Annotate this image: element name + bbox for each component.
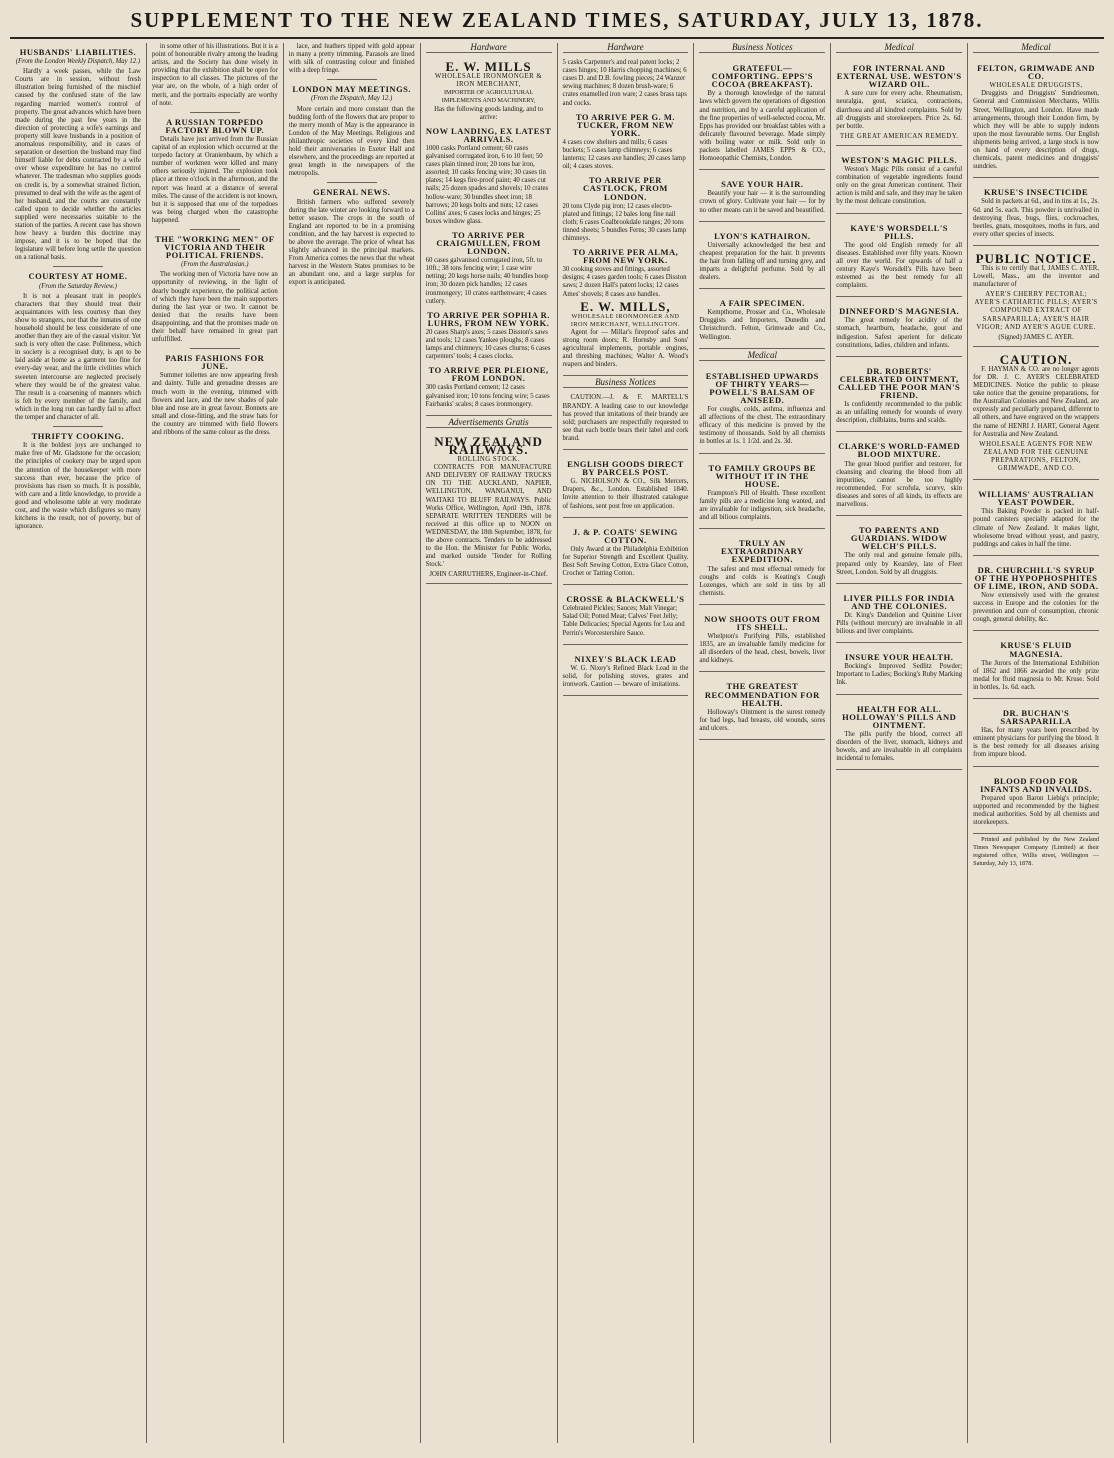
article-body: Details have just arrived from the Russian capital of an explosion which occurred at the torpedo factory at Oranienbaum, by which a number of workmen were killed and many others seriously injured. The explosion took place at three o'clock in the afternoon, and the report was heard at a distance of several miles. The cause of the accident is not known, but it is supposed that one of the torpedoes was being charged when the catastrophe happened. [151,135,278,224]
advertisement [836,645,962,694]
ad-heading: DINNEFORD'S MAGNESIA. [839,306,960,317]
ad-body: Beautify your hair — it is the surrounding crown of glory. Cultivate your hair — for by no other means can it be saved and beautified. [699,190,826,214]
article-body: The working men of Victoria have now an opportunity of reviewing, in the light of dearly bought experience, the political action of which they have been the main supporters during the last year or two. It cannot be denied that the results have been disappointing, and that the promises made on their behalf have remained in great part unfulfilled. [151,271,278,344]
ad-body: Druggists and Druggists' Sundriesmen, General and Commission Merchants, Willis Street, Wellington, and London. Have made arrangements, through their London firm, by which they will be able to supply indents upon the most favourable terms. Our English shipments being arrived, a large stock is now on hand of every description of drugs, chemicals, patent medicines and druggists' sundries. [973,90,1099,171]
article-title: THE "WORKING MEN" OF VICTORIA AND THEIR POLITICAL FRIENDS. [155,233,275,261]
ad-heading: TO ARRIVE PER G. M. TUCKER, FROM NEW YORK. [575,111,675,138]
ad-heading: TRULY AN EXTRAORDINARY EXPEDITION. [720,538,804,565]
ad-heading: GRATEFUL—COMFORTING. EPPS'S COCOA (BREAKFAST). [711,63,814,90]
ad-heading: SAVE YOUR HAIR. [721,179,804,190]
advertisement [699,531,825,605]
ad-heading: TO ARRIVE PER PLEIONE, FROM LONDON. [428,365,549,384]
article-body: Summer toilettes are now appearing fresh and dainty. Tulle and grenadine dresses are much worn in the evening, trimmed with flowers and lace, and the new shades of pale blue and rose are in great favour. Bonnets are small and close-fitting, and the straw hats for the country are trimmed with field flowers and ribbons of the same colour as the dress. [151,372,278,437]
advertisement [699,456,825,530]
advertisement [836,56,962,146]
article-body: More certain and more constant than the budding forth of the flowers that are proper to the merry month of May is the appearance in London of the May Meetings. Religious and philanthropic societies of every kind then hold their anniversaries in Exeter Hall and elsewhere, and the proceedings are reported at great length in the newspapers of the metropolis. [288,105,415,178]
article-source: (From the Dispatch, May 12.) [311,95,393,103]
ad-body: This Baking Powder is packed in half-pound canisters specially adapted for the climate of New Zealand. It makes light, wholesome bread without yeast, and pastry, puddings and cakes in half the time. [973,508,1099,548]
advertisement [836,299,962,356]
ad-body: Frampton's Pill of Health. These excellent family pills are a medicine long wanted, and are invaluable for indigestion, sick headache, and all bilious complaints. [699,489,826,522]
ad-body: Is confidently recommended to the public as an unfailing remedy for wounds of every description, chilblains, burns and scalds. [836,401,963,425]
article-source: (From the London Weekly Dispatch, May 12.) [15,58,141,66]
divider [327,79,377,80]
ad-subtitle: WHOLESALE IRONMONGER AND IRON MERCHANT, WELLINGTON. [570,312,681,328]
ad-list: 4 cases cow shelters and mills; 6 cases buckets; 5 cases lamp chimneys; 6 cases lanterns; 12 cases axe handles; 20 cases lamp oil; 4 cases stoves. [562,138,686,171]
advertisement [699,172,825,221]
ad-subtitle: WHOLESALE DRUGGISTS, [989,82,1083,90]
imprint: Printed and published by the New Zealand Times Newspaper Company (Limited) at their registered office, Willis street, Wellington — Saturday, July 13, 1878. [973,836,1099,868]
ad-body: Kempthorne, Prosser and Co., Wholesale Druggists and Importers, Dunedin and Christchurch. Felton, Grimwade and Co., Wellington. [699,309,826,341]
ad-heading: ENGLISH GOODS DIRECT BY PARCELS POST. [567,459,684,478]
ad-heading: LYON'S KATHAIRON. [714,230,811,241]
ad-heading: NOW SHOOTS OUT FROM ITS SHELL. [704,613,821,632]
column-1 [10,43,147,1443]
ad-heading: CROSSE & BLACKWELL'S [566,594,685,605]
article-body: British farmers who suffered severely during the late winter are looking forward to a better season. The crops in the south of England are reported to be in a promising condition, and the hay harvest is expected to be above the average. The price of wheat has slightly advanced in the principal markets. From America comes the news that the wheat harvest in the Western States promises to be an abundant one, and a large surplus for export is anticipated. [288,198,415,287]
article-body: in some other of his illustrations. But it is a point of honourable rivalry among the leading artists, and the Society has done wisely in providing that the exhibition shall be open for inspection to all classes. The pictures of the year are, on the whole, of a high order of merit, and the portraits especially are worthy of note. [151,43,278,107]
ad-body: Now extensively used with the greatest success in Europe and the colonies for the prevention and cure of consumption, chronic cough, general debility, &c. [973,592,1099,624]
ad-heading: WILLIAMS' AUSTRALIAN YEAST POWDER. [978,489,1094,508]
ad-list: 20 cases Sharp's axes; 5 cases Disston's saws and tools; 12 cases Yankee ploughs; 8 cases lamps and chimneys; 10 cases churns; 6 cases carpenters' tools; 4 cases clocks. [425,328,551,361]
section-header: Medical [699,351,825,361]
ad-body: Whelpton's Purifying Pills, established 1835, are an invaluable family medicine for all disorders of the head, chest, bowels, liver and kidneys. [699,633,826,665]
advertisement [973,56,1099,178]
ad-heading: ESTABLISHED UPWARDS OF THIRTY YEARS—POWELL'S BALSAM OF ANISEED. [705,370,819,405]
article-body: It is not a pleasant trait in people's characters that they should treat their acquaintances with less courtesy than they show to strangers, nor that the inmates of one household should be less considerate of one another than they are of the casual visitor. Yet such is very often the case. Politeness, which in society is a recognised duty, is apt to be laid aside at home as a garment too fine for every-day wear, and the little civilities which sweeten intercourse are neglected precisely where they would be of the greatest value. The result is a coarsening of manners which is felt by every member of the family, and which in the long run can hardly fail to affect the temper and character of all. [15,292,141,422]
ad-body: For coughs, colds, asthma, influenza and all affections of the chest. The extraordinary efficacy of this medicine is proved by the testimony of thousands. Sold by all chemists in bottles at 1s. 1 1/2d. and 2s. 3d. [699,406,826,446]
columns [10,43,1104,1443]
article-title: HUSBANDS' LIABILITIES. [19,47,137,57]
ad-heading: A FAIR SPECIMEN. [719,298,805,309]
ad-body: The great remedy for acidity of the stomach, heartburn, headache, gout and indigestion. Safest aperient for delicate constitutions, ladies, children and infants. [836,317,963,349]
ad-body: CAUTION.—J. & F. MARTELL'S BRANDY. A leading case to our knowledge has proved that imitations of their brandy are sold; purchasers are respectfully requested to see that each bottle bears their label and cork brand. [562,394,689,442]
ad-body: The good old English remedy for all diseases. Established over fifty years. Known all over the world. For upwards of half a century Kaye's Worsdell's Pills have been esteemed as the best remedy for all complaints. [836,241,963,290]
article-title: A RUSSIAN TORPEDO FACTORY BLOWN UP. [165,116,265,135]
advertisement [973,633,1099,699]
advertisement [836,216,962,298]
section-header: Business Notices [699,43,825,53]
article-title: GENERAL NEWS. [313,187,391,198]
ad-list: 300 casks Portland cement; 12 cases galvanised iron; 10 tons fencing wire; 5 cases Fairbanks' scales; 8 cases ironmongery. [425,384,550,408]
ad-signature: (Signed) JAMES C. AYER. [998,333,1074,341]
article-title: PARIS FASHIONS FOR JUNE. [165,353,265,372]
section-header: Business Notices [563,378,689,388]
ad-heading: BLOOD FOOD FOR INFANTS AND INVALIDS. [980,775,1093,794]
ad-body: By a thorough knowledge of the natural laws which govern the operations of digestion and nutrition, and by a careful application of the fine properties of well-selected cocoa, Mr. Epps has provided our breakfast tables with a delicately flavoured beverage. Made simply with boiling water or milk. Sold only in packets labelled JAMES EPPS & CO., Homoeopathic Chemists, London. [699,90,826,163]
ad-heading: HEALTH FOR ALL. HOLLOWAY'S PILLS AND OINTMENT. [842,703,957,730]
ad-title: CAUTION. [999,351,1073,367]
advertisement [699,291,825,348]
ad-body: Sold in packets at 6d., and in tins at 1s., 2s. 6d. and 5s. each. This powder is unrivalled in destroying fleas, bugs, flies, cockroaches, beetles, gnats, mosquitoes, moths in furs, and every other species of insects. [973,198,1099,238]
ad-body: Prepared upon Baron Liebig's principle; supported and recommended by the highest medical authorities. Sold by all chemists and storekeepers. [973,794,1099,827]
article-title: LONDON MAY MEETINGS. [292,84,412,95]
ad-title: NEW ZEALAND RAILWAYS. [434,433,543,457]
ad-body: G. NICHOLSON & CO., Silk Mercers, Drapers, &c., London. Established 1840. Invite attention to their illustrated catalogue of fashions, sent post free on application. [562,478,689,510]
ad-body: The safest and most effectual remedy for coughs and colds is Keating's Cough Lozenges, which are sold in tins by all chemists. [699,565,826,597]
ad-heading: TO ARRIVE PER ALMA, FROM NEW YORK. [572,247,679,266]
advertisement [563,391,689,450]
ad-list: 60 cases galvanised corrugated iron, 5ft. to 10ft.; 38 tons fencing wire; 1 case wire netting; 20 kegs horse nails; 40 bundles hoop iron; 30 dozen pick handles; 12 cases ironmongery; 10 crates earthenware; 4 cases cutlery. [425,257,549,305]
ad-heading: DR. BUCHAN'S SARSAPARILLA [1000,708,1072,727]
ad-subtitle: ROLLING STOCK. [457,456,520,464]
advertisement [836,148,962,214]
ad-heading: TO ARRIVE PER CASTLOCK, FROM LONDON. [582,175,668,202]
ad-body: CONTRACTS FOR MANUFACTURE AND DELIVERY OF RAILWAY TRUCKS ON TO THE AUCKLAND, NAPIER, WELLINGTON, WANGANUI, AND WAITAKI TO BLUFF RAILWAYS. Public Works Office, Wellington, April 19th, 1878. SEPARATE WRITTEN TENDERS will be received at this office up to NOON on WEDNESDAY, the 18th September, 1878, for the above contracts. Tenders to be addressed to the Hon. the Minister for Public Works, and marked outside 'Tender for Rolling Stock.' [425,464,552,569]
article-title: COURTESY AT HOME. [28,271,128,282]
advertisement [973,180,1099,246]
divider [53,426,103,427]
ad-body: Has, for many years been prescribed by eminent physicians for purifying the blood. It is the best remedy for all diseases arising from impure blood. [973,727,1099,759]
advertisement [699,56,825,170]
advertisement [836,434,962,516]
ad-list: 30 cooking stoves and fittings, assorted designs; 4 cases garden tools; 6 cases Disston saws; 2 dozen Hall's patent locks; 12 cases Ames' shovels; 8 cases axe handles. [562,266,687,298]
ad-subtitle: IMPORTER OF AGRICULTURAL IMPLEMENTS AND MACHINERY, [441,89,536,105]
advertisement [973,349,1099,480]
column-4 [421,43,558,1443]
ad-heading: NIXEY'S BLACK LEAD [574,653,677,664]
ad-heading: INSURE YOUR HEALTH. [845,652,954,663]
advertisement [973,482,1099,556]
article-source: (From the Saturday Review.) [38,282,117,290]
advertisement [699,674,825,740]
advertisement [699,607,825,673]
ad-heading: THE GREATEST RECOMMENDATION FOR HEALTH. [704,681,820,708]
ad-body: This is to certify that I, JAMES C. AYER, Lowell, Mass., am the inventor and manufacturer of [973,264,1099,289]
divider [327,182,377,183]
divider [190,229,240,230]
ad-heading: CLARKE'S WORLD-FAMED BLOOD MIXTURE. [838,441,961,460]
ad-heading: NOW LANDING, EX LATEST ARRIVALS. [425,125,552,144]
ad-body: The only real and genuine female pills, prepared only by Kearsley, late of Fleet Street, London. Sold by all druggists. [836,552,963,576]
section-header: Advertisements Gratis [426,418,552,428]
ad-signature: JOHN CARRUTHERS, Engineer-in-Chief. [429,571,548,579]
ad-body: Weston's Magic Pills consist of a careful combination of vegetable ingredients found only on the great American continent. Their action is mild and safe, and they may be taken by the most delicate constitution. [836,166,963,206]
column-2 [147,43,284,1443]
ad-heading: TO FAMILY GROUPS BE WITHOUT IT IN THE HOUSE. [708,462,817,489]
advertisement [563,56,689,376]
ad-heading: KRUSE'S INSECTICIDE [983,187,1089,198]
advertisement [426,431,552,585]
ad-body: Holloway's Ointment is the surest remedy for bad legs, bad breasts, old wounds, sores and ulcers. [699,708,826,732]
ad-body: Bocking's Improved Sedlitz Powder; Important to Ladies; Bocking's Ruby Marking Ink. [836,663,963,687]
ad-body: A sure cure for every ache. Rheumatism, neuralgia, gout, sciatica, contractions, diarrhoea and all kindred complaints. Sold by all druggists and storekeepers. Price 2s. 6d. per bottle. [836,90,963,130]
ad-heading: TO ARRIVE PER CRAIGMULLEN, FROM LONDON. [436,229,541,257]
divider [190,348,240,349]
ad-body: Agent for — Millar's fireproof safes and strong room doors; R. Hornsby and Sons' agricultural implements, portable engines, and threshing machines; Walter A. Wood's reapers and binders. [562,328,689,369]
article-title: THRIFTY COOKING. [31,431,125,442]
section-header: Medical [973,43,1099,53]
column-7 [831,43,968,1443]
ad-heading: KAYE'S WORSDELL'S PILLS. [850,222,948,241]
ad-heading: KRUSE'S FLUID MAGNESIA. [1000,640,1072,659]
ad-intro: Has the following goods landing, and to arrive: [434,105,544,121]
ad-subtitle: WHOLESALE IRONMONGER & IRON MERCHANT, [434,73,543,89]
advertisement [563,452,689,518]
ad-body: The Jurors of the International Exhibition of 1862 and 1866 awarded the only prize medal for fluid magnesia to Mr. Kruse. Sold in bottles, 1s. 6d. each. [973,659,1099,691]
ad-list: AYER'S CHERRY PECTORAL; AYER'S CATHARTIC PILLS; AYER'S COMPOUND EXTRACT OF SARSAPARILLA; AYER'S HAIR VIGOR; AND AYER'S AGUE CURE. [974,291,1098,331]
divider [53,266,103,267]
ad-list: 20 tons Clyde pig iron; 12 cases electro-plated and fittings; 12 bales long fine nail cloth; 6 cases Coalbrookdale ranges; 20 tons tinned sheets; 5 bundles Ferns; 30 cases lamp chimneys. [562,202,687,242]
ad-signature: THE GREAT AMERICAN REMEDY. [839,132,959,140]
ad-heading: DR. ROBERTS' CELEBRATED OINTMENT, CALLED THE POOR MAN'S FRIEND. [838,365,961,400]
ad-heading: LIVER PILLS FOR INDIA AND THE COLONIES. [843,592,955,611]
masthead: SUPPLEMENT TO THE NEW ZEALAND TIMES, SATURDAY, JULY 13, 1878. [10,8,1104,39]
ad-heading: J. & P. COATS' SEWING COTTON. [572,526,678,545]
ad-body: The great blood purifier and restorer, for cleansing and clearing the blood from all impurities, cannot be too highly recommended. For scrofula, scurvy, skin diseases and sores of all kinds, its effects are marvellous. [836,460,963,509]
advertisement [836,586,962,643]
advertisement [699,224,825,290]
ad-heading: WESTON'S MAGIC PILLS. [841,154,958,165]
ad-heading: FELTON, GRIMWADE AND CO. [977,63,1096,82]
ad-heading: TO PARENTS AND GUARDIANS. WIDOW WELCH'S PILLS. [850,525,948,552]
column-6 [694,43,831,1443]
ad-title: E. W. MILLS, [580,298,671,314]
advertisement [836,359,962,433]
ad-body: Universally acknowledged the best and cheapest preparation for the hair. It prevents the hair from falling off and turning grey, and imparts a delightful perfume. Sold by all dealers. [699,241,826,282]
advertisement [563,587,689,644]
column-3 [284,43,421,1443]
ad-list: 1000 casks Portland cement; 60 cases galvanised corrugated iron, 6 to 10 feet; 50 cases plain tinned iron; 20 tons bar iron, assorted; 10 casks fencing wire; 30 cases tin plates; 14 kegs fire-proof paint; 40 cases cut nails; 25 dozen spades and shovels; 10 crates hollow-ware; 30 bundles sheet iron; 18 barrows; 20 kegs bolts and nuts; 12 cases Collins' axes; 6 cases locks and hinges; 25 boxes window glass. [425,144,549,225]
advertisement [563,647,689,696]
article-body: Hardly a week passes, while the Law Courts are in session, without fresh illustration being furnished of the mischief caused by the confused state of the law regarding married women's control of property. The great advances which have been made during the past few years in the direction of protecting a wife's earnings and property still leave husbands in a position of anomalous responsibility, and in cases of separation or desertion the husband may find himself liable for debts contracted by a wife over whose expenditure he has no control whatever. The tradesman who supplies goods on credit is, by a somewhat strained fiction, presumed to deal with the wife as the agent of her husband, and the courts are constantly called upon to decide whether the articles supplied were necessaries suitable to the station of the parties. A recent case has shown how heavy a burden this doctrine may impose, and it is to be hoped that the legislature will before long settle the question on a rational basis. [15,68,141,262]
section-header: Hardware [563,43,689,53]
column-5 [558,43,695,1443]
ad-body: The pills purify the blood, correct all disorders of the liver, stomach, kidneys and bowels, and are invaluable in all complaints incidental to females. [836,730,963,763]
ad-heading: TO ARRIVE PER SOPHIA R. LUHRS, FROM NEW YORK. [427,309,550,328]
article-source: (From the Australasian.) [181,261,249,269]
section-header: Medical [836,43,962,53]
ad-body: F. HAYMAN & CO. are no longer agents for DR. J. C. AYER'S CELEBRATED MEDICINES. Notice the public to please take notice that the genuine preparations, for the Australian Colonies and New Zealand, are expressly and peculiarly prepared, different to all others, and have engraved on the wrappers the name of HENRI J. HART, General Agent for Australia and New Zealand. [973,365,1099,438]
ad-body: W. G. Nixey's Refined Black Lead in the solid, for polishing stoves, grates and ironwork. Caution — beware of imitations. [562,664,689,688]
advertisement [836,697,962,771]
ad-list: 5 casks Carpenter's and real patent locks; 2 cases hinges; 10 Harris chopping machines; 6 cases D. and D.B. fowling pieces; 24 Wanzer sewing machines; 8 dozen brush-ware; 6 crates enamelled iron ware; 2 cases brass taps and cocks. [562,59,687,107]
advertisement [699,364,825,454]
advertisement [836,518,962,584]
ad-heading: FOR INTERNAL AND EXTERNAL USE. WESTON'S WIZARD OIL. [836,63,962,90]
ad-list: Celebrated Pickles; Sauces; Malt Vinegar; Salad Oil; Potted Meat; Calves' Feet Jelly; Table Delicacies; Special Agents for Lea and Perrin's Worcestershire Sauce. [562,605,685,637]
article-body: It is the boldest joys are unchanged to make free of Mr. Gladstone for the occasion; the principles of cookery may be urged upon the attention of the housekeeper with more success than ever, because the price of provisions has risen so much. It is possible, with care and a little knowledge, to provide a good and wholesome table at very moderate cost, and the waste which disfigures so many kitchens is the result, not of poverty, but of ignorance. [15,442,141,531]
ad-agents: WHOLESALE AGENTS FOR NEW ZEALAND FOR THE GENUINE PREPARATIONS, FELTON, GRIMWADE, AND CO. [979,440,1093,473]
article-body: lace, and feathers tipped with gold appear in many a pretty trimming. Parasols are lined with silk of contrasting colour and finished with a deep fringe. [288,43,415,75]
divider [190,112,240,113]
section-header: Hardware [426,43,552,53]
ad-body: Only Award at the Philadelphia Exhibition for Superior Strength and Excellent Quality. Best Soft Sewing Cotton, Extra Glace Cotton, Crochet or Tatting Cotton. [562,545,689,578]
ad-title: PUBLIC NOTICE. [975,250,1097,266]
advertisement [973,248,1099,347]
column-8 [968,43,1104,1443]
ad-heading: DR. CHURCHILL'S SYRUP OF THE HYPOPHOSPHITES OF LIME, IRON, AND SODA. [973,564,1099,591]
ad-title: E. W. MILLS [445,59,532,75]
ad-body: Dr. King's Dandelion and Quinine Liver Pills (without mercury) are invaluable in all bilious and liver complaints. [836,611,963,636]
advertisement [426,56,552,416]
advertisement [563,520,689,586]
advertisement [973,769,1099,835]
advertisement [973,558,1099,632]
advertisement [973,701,1099,767]
